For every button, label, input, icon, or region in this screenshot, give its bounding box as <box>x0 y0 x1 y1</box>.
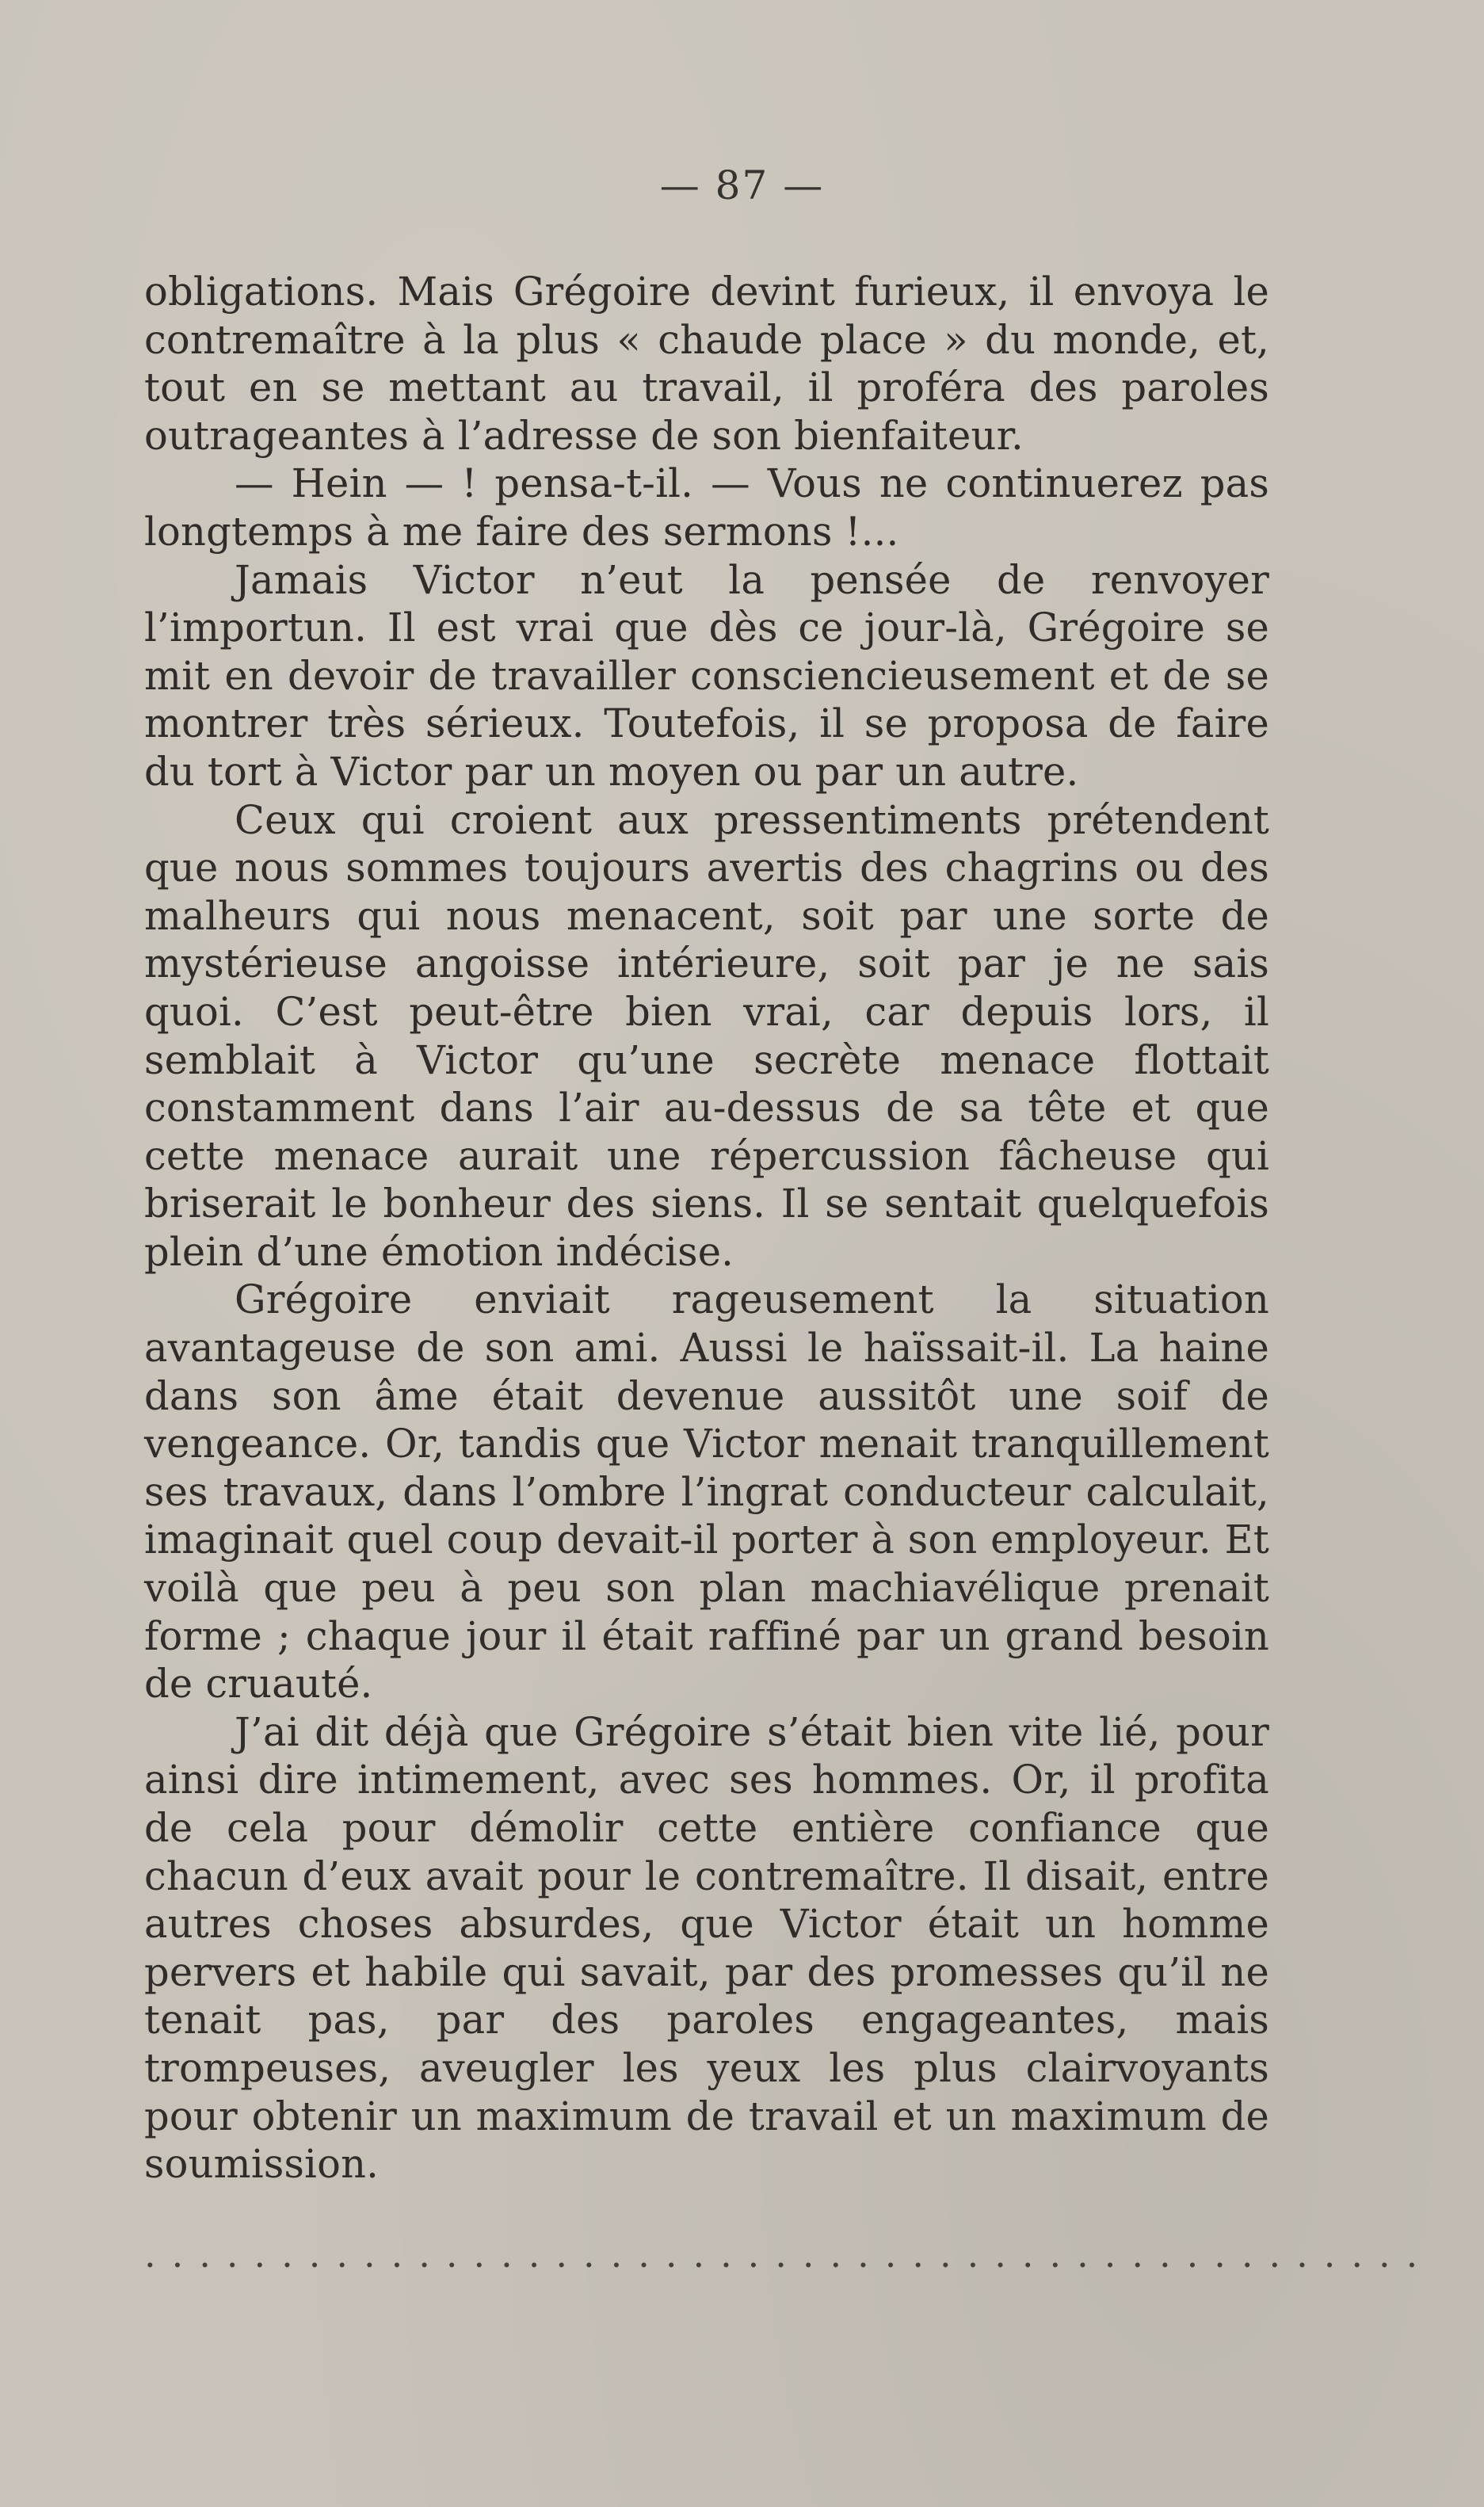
body-text <box>144 268 1269 2188</box>
paragraph: Ceux qui croient aux pressentiments prétendent que nous sommes toujours avertis des chagrins ou des malheurs qui nous menacent, soit par une sorte de mystérieuse angoisse intérieure, soit par je ne sais quoi. C’est peut-être bien vrai, car depuis lors, il semblait à Victor qu’une secrète menace flottait constamment dans l’air au-dessus de sa tête et que cette menace aurait une répercussion fâcheuse qui briserait le bonheur des siens. Il se sentait quelquefois plein d’une émotion indécise. <box>144 796 1269 1275</box>
paragraph: J’ai dit déjà que Grégoire s’était bien vite lié, pour ainsi dire intimement, avec ses hommes. Or, il profita de cela pour démolir cette entière confiance que chacun d’eux avait pour le contremaître. Il disait, entre autres choses absurdes, que Victor était un homme pervers et habile qui savait, par des promesses qu’il ne tenait pas, par des paroles engageantes, mais trompeuses, aveugler les yeux les plus clairvoyants pour obtenir un maximum de travail et un maximum de soumission. <box>144 1708 1269 2188</box>
paragraph: — Hein — ! pensa-t-il. — Vous ne continuerez pas longtemps à me faire des sermons !... <box>144 460 1269 555</box>
dotted-separator: ............................................... <box>144 2233 1434 2276</box>
paragraph: obligations. Mais Grégoire devint furieux, il envoya le contremaître à la plus « chaude place » du monde, et, tout en se mettant au travail, il proféra des paroles outrageantes à l’adresse de son bienfaiteur. <box>144 269 1269 459</box>
page-number: — 87 — <box>659 162 825 208</box>
paragraph: Jamais Victor n’eut la pensée de renvoyer l’importun. Il est vrai que dès ce jour-là, Grégoire se mit en devoir de travailler consciencieusement et de se montrer très sérieux. Toutefois, il se proposa de faire du tort à Victor par un moyen ou par un autre. <box>144 556 1269 795</box>
paragraph: Grégoire enviait rageusement la situation avantageuse de son ami. Aussi le haïssait-il. La haine dans son âme était devenue aussitôt une soif de vengeance. Or, tandis que Victor menait tranquillement ses travaux, dans l’ombre l’ingrat conducteur calculait, imaginait quel coup devait-il porter à son employeur. Et voilà que peu à peu son plan machiavélique prenait forme ; chaque jour il était raffiné par un grand besoin de cruauté. <box>144 1276 1269 1708</box>
